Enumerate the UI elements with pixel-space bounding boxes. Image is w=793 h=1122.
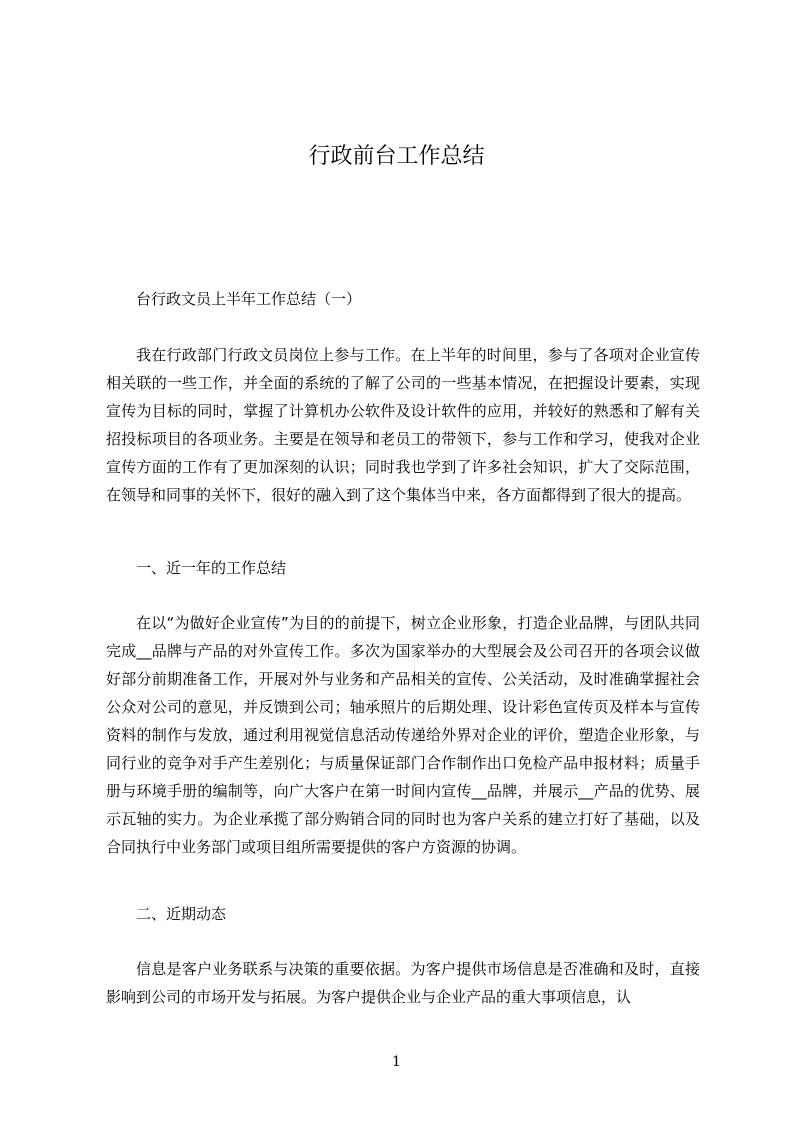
section-heading-1: 一、近一年的工作总结 <box>136 559 287 577</box>
document-title: 行政前台工作总结 <box>308 144 485 169</box>
paragraph-3: 信息是客户业务联系与决策的重要依据。为客户提供市场信息是否准确和及时，直接影响到公司的市场开发与拓展。为客户提供企业与企业产品的重大事项信息，认 <box>106 960 700 1006</box>
page-number: 1 <box>392 1054 401 1070</box>
document-subtitle: 台行政文员上半年工作总结（一） <box>136 290 362 308</box>
paragraph-2: 在以“为做好企业宣传”为目的的前提下，树立企业形象，打造企业品牌，与团队共同完成__品牌与产品的对外宣传工作。多次为国家举办的大型展会及公司召开的各项会议做好部分前期准备工作，开展对外与业务和产品相关的宣传、公关活动，及时准确掌握社会公众对公司的意见，并反馈到公司；轴承照片的后期处理、设计彩色宣传页及样本与宣传资料的制作与发放，通过利用视觉信息活动传递给外界对企业的评价，塑造企业形象，与同行业的竞争对手产生差别化；与质量保证部门合作制作出口免检产品申报材料；质量手册与环境手册的编制等，向广大客户在第一时间内宣传__品牌，并展示__产品的优势、展示瓦轴的实力。为企业承揽了部分购销合同的同时也为客户关系的建立打好了基础，以及合同执行中业务部门或项目组所需要提供的客户方资源的协调。 <box>106 614 700 856</box>
section-heading-2: 二、近期动态 <box>136 905 227 923</box>
paragraph-1: 我在行政部门行政文员岗位上参与工作。在上半年的时间里，参与了各项对企业宣传相关联的一些工作，并全面的系统的了解了公司的一些基本情况，在把握设计要素，实现宣传为目标的同时，掌握了计算机办公软件及设计软件的应用，并较好的熟悉和了解有关招投标项目的各项业务。主要是在领导和老员工的带领下，参与工作和学习，使我对企业宣传方面的工作有了更加深刻的认识；同时我也学到了许多社会知识，扩大了交际范围，在领导和同事的关怀下，很好的融入到了这个集体当中来，各方面都得到了很大的提高。 <box>106 346 700 504</box>
